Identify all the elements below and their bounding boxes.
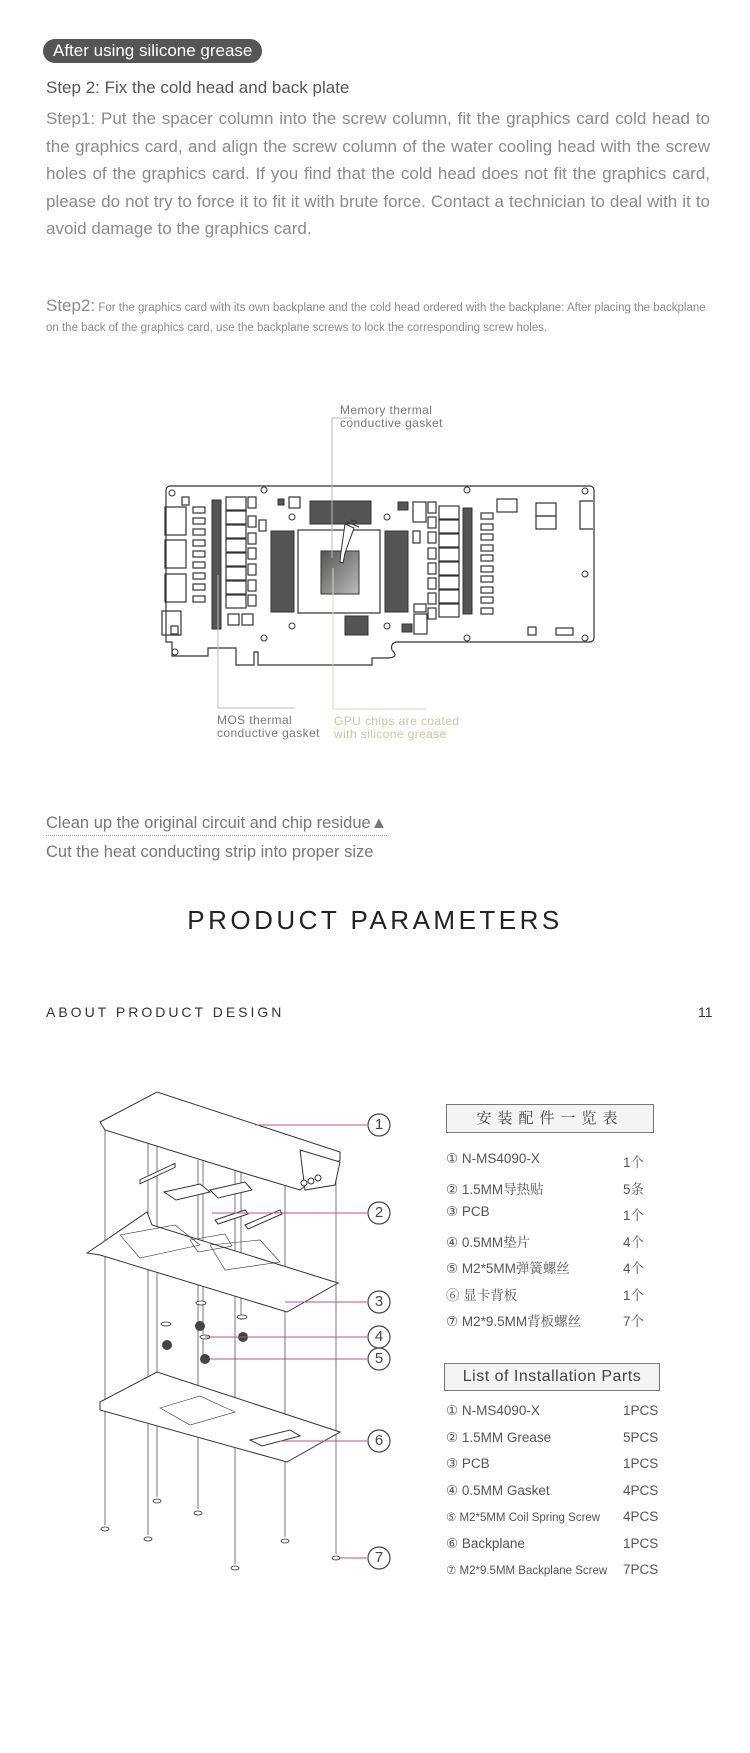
en-parts-row	[446, 1536, 686, 1556]
label-line: conductive gasket	[340, 416, 443, 430]
part-name: ③ PCB	[446, 1204, 490, 1219]
step2-text: For the graphics card with its own backplane and the cold head ordered with the backplane: After placing the backplane on the back of the graphics card, use the backplane screws to lock the corresponding screw holes.	[46, 302, 706, 334]
part-name: ④ 0.5MM垫片	[446, 1234, 531, 1250]
en-parts-row	[446, 1483, 686, 1503]
part-qty: 4个	[623, 1234, 645, 1250]
part-qty: 1个	[623, 1208, 645, 1223]
cn-parts-row	[446, 1151, 686, 1171]
section-badge: After using silicone grease	[43, 39, 262, 63]
part-name: ② 1.5MM导热贴	[446, 1181, 544, 1197]
label-line: with silicone grease	[334, 727, 447, 741]
part-name: ⑥ 显卡背板	[446, 1287, 518, 1303]
part-name: ① N-MS4090-X	[446, 1403, 540, 1418]
callout-6: 6	[374, 1432, 384, 1449]
about-label: ABOUT PRODUCT DESIGN	[46, 1004, 285, 1020]
pcb-layer	[87, 1212, 338, 1312]
cn-parts-row	[446, 1310, 686, 1330]
part-qty: 1个	[623, 1287, 645, 1303]
label-line: Memory thermal	[340, 403, 433, 417]
cn-parts-row	[446, 1178, 686, 1198]
section-title: PRODUCT PARAMETERS	[187, 905, 563, 935]
label-line: conductive gasket	[217, 726, 320, 740]
label-line: MOS thermal	[217, 713, 293, 727]
part-name: ① N-MS4090-X	[446, 1151, 540, 1166]
step1-paragraph: Step1: Put the spacer column into the screw column, fit the graphics card cold head to the graphics card, and align the screw column of the water cooling head with the screw holes of the graphics card. If you find that the cold head does not fit the graphics card, please do not try to force it to fit it with brute force. Contact a technician to deal with it to avoid damage to the graphics card.	[46, 109, 710, 239]
en-parts-title: List of Installation Parts	[444, 1363, 660, 1391]
backplate	[100, 1372, 340, 1462]
label-line: GPU chips are coated	[334, 714, 460, 728]
callout-2: 2	[374, 1204, 384, 1221]
callout-7: 7	[374, 1549, 384, 1566]
cn-parts-row	[446, 1257, 686, 1277]
cn-parts-row	[446, 1231, 686, 1251]
cn-parts-row	[446, 1284, 686, 1304]
backplate-screws	[101, 1499, 340, 1570]
part-qty: 5PCS	[623, 1429, 659, 1445]
part-qty: 4PCS	[623, 1509, 659, 1524]
en-parts-row	[446, 1403, 686, 1423]
callout-4: 4	[374, 1328, 384, 1345]
part-qty: 4PCS	[623, 1482, 659, 1498]
clean-note: Clean up the original circuit and chip residue▲	[46, 814, 387, 836]
part-qty: 4个	[623, 1261, 645, 1276]
part-name: ⑤ M2*5MM Coil Spring Screw	[446, 1512, 601, 1524]
en-parts-row	[446, 1430, 686, 1450]
callout-5: 5	[374, 1350, 384, 1367]
step-heading: Step 2: Fix the cold head and back plate	[46, 78, 350, 97]
part-qty: 1PCS	[623, 1456, 659, 1471]
part-qty: 1个	[623, 1155, 645, 1170]
part-qty: 1PCS	[623, 1403, 659, 1418]
part-qty: 5条	[623, 1181, 645, 1197]
part-name: ② 1.5MM Grease	[446, 1429, 552, 1445]
en-parts-row	[446, 1456, 686, 1476]
part-name: ⑦ M2*9.5MM背板螺丝	[446, 1314, 582, 1329]
gaskets	[161, 1301, 247, 1339]
cn-parts-row	[446, 1204, 686, 1224]
callout-1: 1	[374, 1116, 384, 1133]
part-name: ⑦ M2*9.5MM Backplane Screw	[446, 1565, 608, 1577]
part-name: ④ 0.5MM Gasket	[446, 1482, 550, 1498]
part-qty: 7个	[623, 1314, 645, 1329]
part-name: ⑥ Backplane	[446, 1535, 525, 1551]
part-qty: 1PCS	[623, 1535, 659, 1551]
cut-note: Cut the heat conducting strip into proper size	[46, 843, 374, 861]
en-parts-row	[446, 1562, 686, 1582]
cn-parts-title: 安装配件一览表	[446, 1104, 654, 1133]
en-parts-row	[446, 1509, 686, 1529]
part-name: ⑤ M2*5MM弹簧螺丝	[446, 1261, 570, 1276]
part-name: ③ PCB	[446, 1456, 490, 1471]
part-qty: 7PCS	[623, 1562, 659, 1577]
step2-label: Step2:	[46, 296, 96, 315]
page-number: 11	[698, 1004, 713, 1020]
callout-3: 3	[374, 1293, 384, 1310]
